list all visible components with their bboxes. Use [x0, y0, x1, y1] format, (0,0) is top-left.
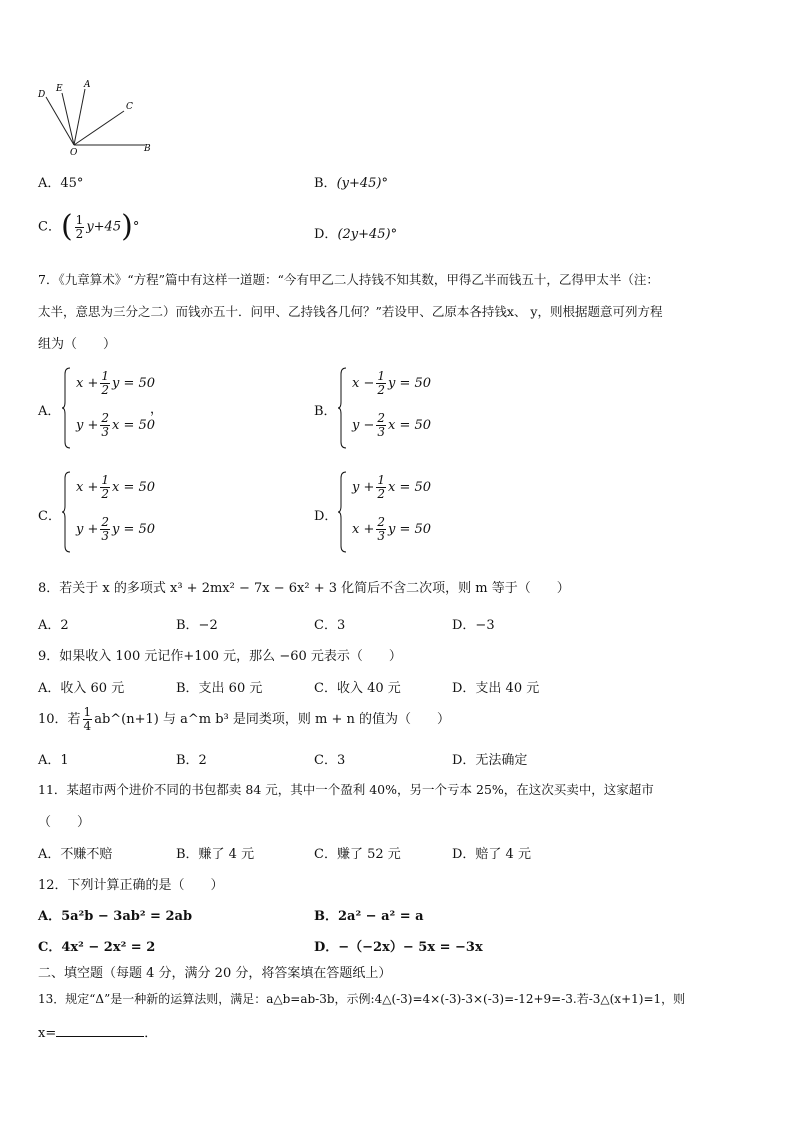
- q13-line-2: [38, 1022, 157, 1041]
- q13-line-1: 13．规定“Δ”是一种新的运算法则，满足：a△b=ab-3b，示例:4△(-3)=4×(-3)-3×(-3)=-12+9=-3.若-3△(x+1)=1，则: [38, 992, 686, 1006]
- q9-option-c: C．收入 40 元: [314, 681, 401, 696]
- q8-option-c: C．3: [314, 618, 346, 633]
- q8-option-d: D．−3: [452, 618, 495, 633]
- q7-option-a-label: A．: [38, 404, 61, 419]
- q11-option-b: B．赚了 4 元: [176, 847, 255, 862]
- q7-option-d-label: D．: [314, 509, 338, 524]
- label-e: E: [56, 84, 63, 94]
- q6-option-a: A．45°: [38, 176, 84, 191]
- q8-text: 8．若关于 x 的多项式 x³ + 2mx² − 7x − 6x² + 3 化简后不含二次项，则 m 等于（ ）: [38, 581, 570, 596]
- angle-diagram: [30, 75, 160, 157]
- brace-icon: [62, 470, 72, 554]
- label-c: C: [126, 102, 133, 112]
- q7-option-b-system: x − $\frac{1}{2}$ y = 50 y − $\frac{2}{3}$ x = 50: [338, 366, 448, 450]
- q10-rest: ab^(n+1) 与 a^m b³ 是同类项，则 m + n 的值为（ ）: [94, 712, 450, 727]
- q7-option-c-system: x + $\frac{1}{2}$ x = 50 y + $\frac{2}{3}$ y = 50: [62, 470, 172, 554]
- angle-figure: [30, 75, 160, 161]
- q6-option-c: C．( $\frac{1}{2}$ y+45)°: [38, 209, 140, 244]
- label-d: D: [38, 90, 46, 100]
- q6-option-c-label: C．: [38, 219, 61, 235]
- q12-option-b: B．2a² − a² = a: [314, 909, 424, 924]
- ray-oa: [74, 89, 85, 145]
- q13-suffix: ．: [144, 1026, 158, 1041]
- q8-option-b: B．−2: [176, 618, 218, 633]
- q6-option-c-rest: y+45: [86, 219, 122, 235]
- q12-text: 12．下列计算正确的是（ ）: [38, 878, 224, 893]
- q7-option-a-trail: ，: [150, 402, 164, 417]
- q6-option-d-label: D．: [314, 227, 338, 242]
- q6-option-d: [314, 223, 397, 242]
- q10-fraction: $\frac{1}{4}$: [83, 705, 92, 733]
- q6-option-b: [314, 172, 388, 191]
- q6-option-c-fraction: $\frac{1}{2}$: [75, 212, 84, 241]
- q13-answer-blank[interactable]: [56, 1024, 144, 1037]
- brace-icon: [338, 470, 348, 554]
- q10-prefix: 10．若: [38, 712, 81, 727]
- ray-oc: [74, 111, 124, 145]
- q12-option-d: D．−（−2x）− 5x = −3x: [314, 940, 483, 955]
- ray-oe: [62, 93, 74, 145]
- ray-od: [46, 97, 74, 145]
- q11-option-a: A．不赚不赔: [38, 847, 113, 862]
- q9-text: 9．如果收入 100 元记作+100 元，那么 −60 元表示（ ）: [38, 649, 402, 664]
- q7-option-d-system: y + $\frac{1}{2}$ x = 50 x + $\frac{2}{3}$ y = 50: [338, 470, 448, 554]
- section-2-title: 二、填空题（每题 4 分，满分 20 分，将答案填在答题纸上）: [38, 966, 392, 981]
- q7-option-a-system: x + $\frac{1}{2}$ y = 50 y + $\frac{2}{3}$ x = 50: [62, 366, 172, 450]
- brace-icon: [62, 366, 72, 450]
- label-b: B: [144, 144, 151, 154]
- q12-option-a: A．5a²b − 3ab² = 2ab: [38, 909, 193, 924]
- q10-option-c: C．3: [314, 753, 346, 768]
- brace-icon: [338, 366, 348, 450]
- q9-option-a: A．收入 60 元: [38, 681, 125, 696]
- label-a: A: [84, 80, 91, 90]
- q9-option-d: D．支出 40 元: [452, 681, 540, 696]
- q13-prefix: x=: [38, 1026, 57, 1041]
- q7-option-b-label: B．: [314, 404, 337, 419]
- q6-option-b-label: B．: [314, 176, 337, 191]
- q7-option-c-label: C．: [38, 509, 61, 524]
- q10-option-d: D．无法确定: [452, 753, 528, 768]
- q9-option-b: B．支出 60 元: [176, 681, 263, 696]
- q11-option-d: D．赔了 4 元: [452, 847, 531, 862]
- label-o: O: [70, 148, 78, 157]
- q11-option-c: C．赚了 52 元: [314, 847, 401, 862]
- q11-line-1: 11．某超市两个进价不同的书包都卖 84 元，其中一个盈利 40%，另一个亏本 25%，在这次买卖中，这家超市: [38, 782, 654, 797]
- q7-line-1: 7．《九章算术》“方程”篇中有这样一道题：“今有甲乙二人持钱不知其数，甲得乙半而钱五十，乙得甲太半（注：: [38, 272, 659, 287]
- q6-option-b-expr: (y+45)°: [336, 176, 388, 191]
- q6-option-d-expr: (2y+45)°: [337, 227, 398, 242]
- q10-option-b: B．2: [176, 753, 207, 768]
- q10-option-a: A．1: [38, 753, 69, 768]
- q7-line-3: 组为（ ）: [38, 337, 117, 352]
- q12-option-c: C．4x² − 2x² = 2: [38, 940, 156, 955]
- q8-option-a: A．2: [38, 618, 69, 633]
- q7-line-2: 太半，意思为三分之二）而钱亦五十．问甲、乙持钱各几何？”若设甲、乙原本各持钱x、 y，则根据题意可列方程: [38, 304, 663, 319]
- q11-line-2: （ ）: [38, 815, 91, 830]
- q10-text: [38, 706, 450, 733]
